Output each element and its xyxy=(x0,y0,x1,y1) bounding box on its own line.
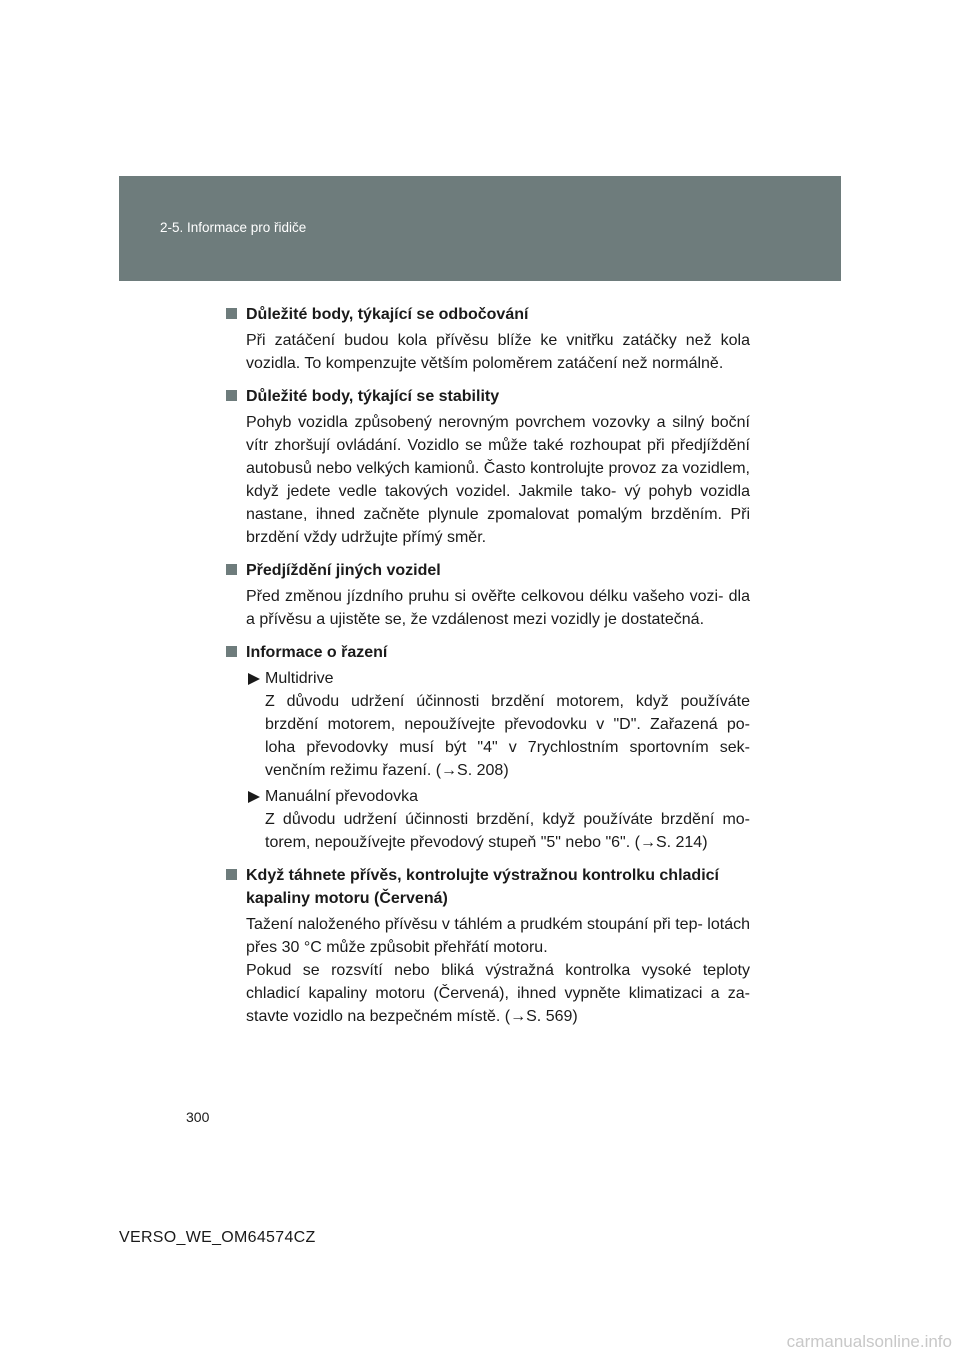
section-razeni xyxy=(226,641,750,854)
item-label: Manuální převodovka xyxy=(246,785,750,808)
square-bullet-icon xyxy=(226,564,237,575)
item-text: Z důvodu udržení účinnosti brzdění, když používáte brzdění mo- torem, nepoužívejte převodový stupeň "5" nebo "6". (→S. 214) xyxy=(265,811,750,851)
section-title: Když táhnete přívěs, kontrolujte výstražnou kontrolku chladicí kapaliny motoru (Červená) xyxy=(226,864,750,910)
document-code: VERSO_WE_OM64574CZ xyxy=(119,1229,316,1246)
square-bullet-icon xyxy=(226,390,237,401)
breadcrumb: 2-5. Informace pro řidiče xyxy=(160,220,307,235)
square-bullet-icon xyxy=(226,646,237,657)
paragraph: Před změnou jízdního pruhu si ověřte celkovou délku vašeho vozi- dla a přívěsu a ujistěte se, že vzdálenost mezi vozidly je dostatečná. xyxy=(246,588,750,628)
section-title: Důležité body, týkající se stability xyxy=(226,385,750,408)
section-kontrolka xyxy=(226,864,750,1028)
paragraph: Při zatáčení budou kola přívěsu blíže ke vnitřku zatáčky než kola vozidla. To kompenzujte větším poloměrem zatáčení než normálně. xyxy=(246,332,750,372)
triangle-bullet-icon xyxy=(248,791,260,803)
section-stabilita xyxy=(226,385,750,549)
paragraph: Pokud se rozsvítí nebo bliká výstražná kontrolka vysoké teploty chladicí kapaliny motoru (Červená), ihned vypněte klimatizaci a za- stavte vozidlo na bezpečném místě. (→S. 569) xyxy=(246,962,750,1025)
item-text: Z důvodu udržení účinnosti brzdění motorem, když používáte brzdění motorem, nepoužívejte převodovku v "D". Zařazená po- loha převodovky musí být "4" v 7rychlostním sportovním sek- venčním režimu řazení. (→S. 208) xyxy=(265,693,750,779)
list-item-multidrive xyxy=(226,667,750,782)
watermark: carmanualsonline.info xyxy=(786,1332,952,1351)
section-header-bar xyxy=(119,176,841,281)
triangle-bullet-icon xyxy=(248,673,260,685)
section-title: Předjíždění jiných vozidel xyxy=(226,559,750,582)
square-bullet-icon xyxy=(226,308,237,319)
item-label: Multidrive xyxy=(246,667,750,690)
paragraph: Pohyb vozidla způsobený nerovným povrchem vozovky a silný boční vítr zhoršují ovládání. Vozidlo se může také rozhoupat při předjíždění autobusů nebo velkých kamionů. Často kontrolujte provoz za vozidlem, když jedete vedle takových vozidel. Jakmile tako- vý pohyb vozidla nastane, ihned začněte plynule zpomalovat pomalým brzděním. Při brzdění vždy udržujte přímý směr. xyxy=(246,414,750,546)
page-content xyxy=(226,303,750,1038)
section-title: Důležité body, týkající se odbočování xyxy=(226,303,750,326)
section-odbocovani xyxy=(226,303,750,375)
page-number: 300 xyxy=(186,1109,210,1125)
section-predjizdeni xyxy=(226,559,750,631)
section-title: Informace o řazení xyxy=(226,641,750,664)
square-bullet-icon xyxy=(226,869,237,880)
list-item-manualni xyxy=(226,785,750,854)
paragraph: Tažení naloženého přívěsu v táhlém a prudkém stoupání při tep- lotách přes 30 °C může způsobit přehřátí motoru. xyxy=(246,916,750,956)
